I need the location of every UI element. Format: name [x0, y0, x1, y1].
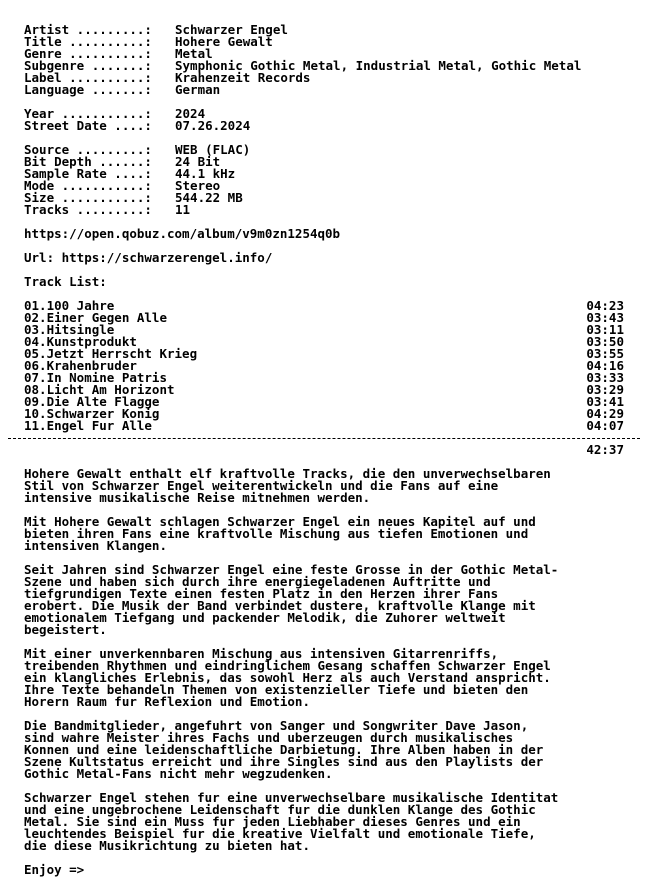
- text-line: Gothic Metal-Fans nicht mehr wegzudenken.: [24, 766, 333, 781]
- tech-block: [24, 144, 628, 216]
- description-paragraph: [24, 648, 628, 708]
- text-line: tiefgrundigen Texte einen festen Platz in den Herzen ihrer Fans: [24, 586, 499, 601]
- text-line: intensive musikalische Reise mitnehmen werden.: [24, 490, 371, 505]
- info-key: Street Date ....:: [24, 118, 152, 133]
- info-value: German: [175, 82, 221, 97]
- track-title: 07.In Nomine Patris: [24, 370, 167, 385]
- text-line: begeistert.: [24, 622, 107, 637]
- track-time: 03:50: [586, 334, 624, 349]
- description-paragraph: [24, 564, 628, 636]
- track-time: 04:23: [586, 298, 624, 313]
- track-time: 04:07: [586, 418, 624, 433]
- info-key: Subgenre .......:: [24, 58, 152, 73]
- info-value: 07.26.2024: [175, 118, 251, 133]
- text-line: Die Bandmitglieder, angefuhrt von Sanger und Songwriter Dave Jason,: [24, 718, 529, 733]
- track-row: [24, 312, 624, 324]
- track-title: 05.Jetzt Herrscht Krieg: [24, 346, 198, 361]
- text-line: Hohere Gewalt enthalt elf kraftvolle Tracks, die den unverwechselbaren: [24, 466, 551, 481]
- track-time: 04:29: [586, 406, 624, 421]
- total-time: 42:37: [586, 442, 624, 457]
- text-line: sind wahre Meister ihres Fachs und uberzeugen durch musikalisches: [24, 730, 514, 745]
- track-title: 08.Licht Am Horizont: [24, 382, 175, 397]
- track-time: 04:16: [586, 358, 624, 373]
- track-time: 03:33: [586, 370, 624, 385]
- text-line: Schwarzer Engel stehen fur eine unverwechselbare musikalische Identitat: [24, 790, 559, 805]
- text-line: bieten ihren Fans eine kraftvolle Mischung aus tiefen Emotionen und: [24, 526, 529, 541]
- website-link: Url: https://schwarzerengel.info/: [24, 250, 273, 265]
- track-title: 02.Einer Gegen Alle: [24, 310, 167, 325]
- text-line: erobert. Die Musik der Band verbindet dustere, kraftvolle Klange mit: [24, 598, 536, 613]
- track-time: 03:11: [586, 322, 624, 337]
- track-title: 09.Die Alte Flagge: [24, 394, 160, 409]
- info-key: Language .......:: [24, 82, 152, 97]
- info-key: Genre ..........:: [24, 46, 152, 61]
- text-line: ein klangliches Erlebnis, das sowohl Herz als auch Verstand anspricht.: [24, 670, 551, 685]
- info-value: Stereo: [175, 178, 221, 193]
- track-time: 03:41: [586, 394, 624, 409]
- track-time: 03:29: [586, 382, 624, 397]
- info-key: Sample Rate ....:: [24, 166, 152, 181]
- dashed-line: [8, 438, 640, 439]
- qobuz-link: https://open.qobuz.com/album/v9m0zn1254q0b: [24, 226, 341, 241]
- info-value: Schwarzer Engel: [175, 22, 288, 37]
- text-line: die diese Musikrichtung zu bieten hat.: [24, 838, 310, 853]
- info-value: Metal: [175, 46, 213, 61]
- info-key: Size ...........:: [24, 190, 152, 205]
- info-key: Label ..........:: [24, 70, 152, 85]
- text-line: Szene Kultstatus erreicht und ihre Singles sind aus den Playlists der: [24, 754, 544, 769]
- text-line: intensiven Klangen.: [24, 538, 167, 553]
- info-row: [24, 120, 628, 132]
- track-list: [24, 300, 628, 432]
- release-notes: [24, 24, 628, 876]
- info-value: WEB (FLAC): [175, 142, 251, 157]
- spacer: [24, 852, 628, 864]
- track-title: 01.100 Jahre: [24, 298, 115, 313]
- description-paragraph: [24, 792, 628, 852]
- info-value: 544.22 MB: [175, 190, 243, 205]
- info-row: [24, 84, 628, 96]
- text-line: und eine ungebrochene Leidenschaft fur die dunklen Klange des Gothic: [24, 802, 536, 817]
- info-key: Year ...........:: [24, 106, 152, 121]
- info-value: Krahenzeit Records: [175, 70, 311, 85]
- text-line: Konnen und eine leidenschaftliche Darbietung. Ihre Alben haben in der: [24, 742, 544, 757]
- track-row: [24, 420, 624, 432]
- track-title: 11.Engel Fur Alle: [24, 418, 152, 433]
- info-key: Source .........:: [24, 142, 152, 157]
- text-line: Seit Jahren sind Schwarzer Engel eine feste Grosse in der Gothic Metal-: [24, 562, 559, 577]
- info-key: Bit Depth ......:: [24, 154, 152, 169]
- info-key: Tracks .........:: [24, 202, 152, 217]
- track-title: 03.Hitsingle: [24, 322, 115, 337]
- spacer: [24, 264, 628, 276]
- dates-block: [24, 108, 628, 132]
- spacer: [24, 288, 628, 300]
- description-paragraph: [24, 516, 628, 552]
- info-row: [24, 204, 628, 216]
- enjoy-line: Enjoy =>: [24, 862, 85, 877]
- info-value: 2024: [175, 106, 206, 121]
- text-line: Mit einer unverkennbaren Mischung aus intensiven Gitarrenriffs,: [24, 646, 499, 661]
- info-value: 24 Bit: [175, 154, 221, 169]
- text-line: Ihre Texte behandeln Themen von existenzieller Tiefe und bieten den: [24, 682, 529, 697]
- text-line: Stil von Schwarzer Engel weiterentwickeln und die Fans auf eine: [24, 478, 499, 493]
- description-paragraph: [24, 720, 628, 780]
- info-key: Artist .........:: [24, 22, 152, 37]
- track-time: 03:55: [586, 346, 624, 361]
- text-line: Metal. Sie sind ein Muss fur jeden Liebhaber dieses Genres und ein: [24, 814, 521, 829]
- info-value: 11: [175, 202, 191, 217]
- track-time: 03:43: [586, 310, 624, 325]
- info-value: Hohere Gewalt: [175, 34, 273, 49]
- track-title: 06.Krahenbruder: [24, 358, 137, 373]
- info-key: Mode ...........:: [24, 178, 152, 193]
- text-line: emotionalem Tiefgang und packender Melodik, die Zuhorer weltweit: [24, 610, 506, 625]
- track-title: 10.Schwarzer Konig: [24, 406, 160, 421]
- info-value: 44.1 kHz: [175, 166, 236, 181]
- tracklist-heading: Track List:: [24, 274, 107, 289]
- description-paragraph: [24, 468, 628, 504]
- dashed-divider: [8, 432, 640, 444]
- info-key: Title ..........:: [24, 34, 152, 49]
- text-line: Szene und haben sich durch ihre energiegeladenen Auftritte und: [24, 574, 491, 589]
- text-line: treibenden Rhythmen und eindringlichem Gesang schaffen Schwarzer Engel: [24, 658, 551, 673]
- text-line: leuchtendes Beispiel fur die kreative Vielfalt und emotionale Tiefe,: [24, 826, 536, 841]
- track-title: 04.Kunstprodukt: [24, 334, 137, 349]
- text-line: Mit Hohere Gewalt schlagen Schwarzer Engel ein neues Kapitel auf und: [24, 514, 536, 529]
- info-block: [24, 24, 628, 96]
- info-value: Symphonic Gothic Metal, Industrial Metal, Gothic Metal: [175, 58, 582, 73]
- text-line: Horern Raum fur Reflexion und Emotion.: [24, 694, 310, 709]
